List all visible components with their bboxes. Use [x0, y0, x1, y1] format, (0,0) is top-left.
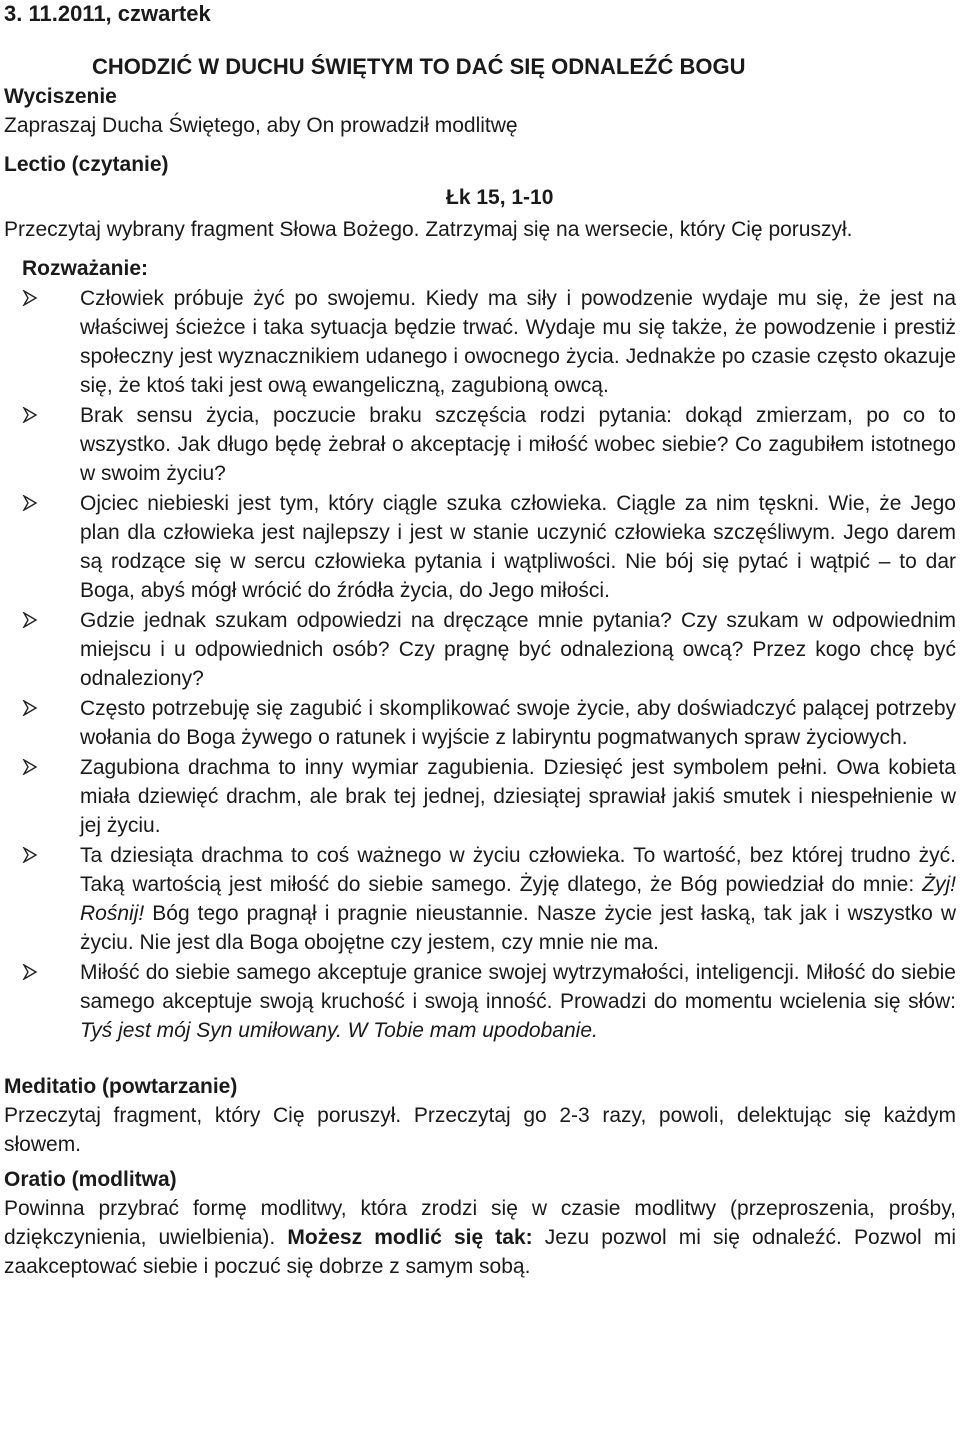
list-item — [4, 753, 956, 840]
list-item — [4, 489, 956, 605]
oratio-heading: Oratio (modlitwa) — [4, 1168, 177, 1191]
wyciszenie-heading: Wyciszenie — [4, 85, 117, 108]
date-header: 3. 11.2011, czwartek — [4, 1, 211, 26]
list-item — [4, 606, 956, 693]
list-item-text: Zagubiona drachma to inny wymiar zagubienia. Dziesięć jest symbolem pełni. Owa kobieta miała dziewięć drachm, ale brak tej jednej, dziesiątej sprawiał jakiś smutek i niespełnienie w jej życiu. — [80, 756, 956, 837]
list-item — [4, 694, 956, 752]
arrowhead-bullet-icon — [22, 759, 38, 775]
list-item-text: Człowiek próbuje żyć po swojemu. Kiedy ma siły i powodzenie wydaje mu się, że jest na właściwej ścieżce i taka sytuacja będzie trwać. Wydaje mu się także, że powodzenie i prestiż społeczny jest wyznacznikiem udanego i owocnego życia. Jednakże po czasie często okazuje się, że ktoś taki jest ową ewangeliczną, zagubioną owcą. — [80, 287, 956, 397]
wyciszenie-text: Zapraszaj Ducha Świętego, aby On prowadził modlitwę — [4, 114, 518, 137]
list-item-text: Ojciec niebieski jest tym, który ciągle szuka człowieka. Ciągle za nim tęskni. Wie, że Jego plan dla człowieka jest najlepszy i jest w stanie uczynić człowieka szczęśliwym. Jego darem są rodzące się w sercu człowieka pytania i wątpliwości. Nie bój się pytać i wątpić – to dar Boga, abyś mógł wrócić do źródła życia, do Jego miłości. — [80, 492, 956, 602]
meditatio-heading: Meditatio (powtarzanie) — [4, 1075, 238, 1098]
list-item — [4, 284, 956, 400]
meditatio-text: Przeczytaj fragment, który Cię poruszył. Przeczytaj go 2-3 razy, powoli, delektując się każdym słowem. — [4, 1104, 956, 1156]
reflection-list — [4, 284, 956, 1045]
list-item-text: Ta dziesiąta drachma to coś ważnego w życiu człowieka. To wartość, bez której trudno żyć. Taką wartością jest miłość do siebie samego. Żyję dlatego, że Bóg powiedział do mnie: — [80, 844, 956, 896]
arrowhead-bullet-icon — [22, 847, 38, 863]
lectio-text: Przeczytaj wybrany fragment Słowa Bożego. Zatrzymaj się na wersecie, który Cię poruszył. — [4, 218, 853, 241]
list-item-text: Często potrzebuję się zagubić i skomplikować swoje życie, aby doświadczyć palącej potrzeby wołania do Boga żywego o ratunek i wyjście z labiryntu pogmatwanych spraw życiowych. — [80, 697, 956, 749]
list-item-text: Bóg tego pragnął i pragnie nieustannie. Nasze życie jest łaską, tak jak i wszystko w życiu. Nie jest dla Boga obojętne czy jestem, czy mnie nie ma. — [80, 902, 956, 954]
oratio-text-part: Powinna przybrać formę modlitwy, która zrodzi się w czasie modlitwy (przeproszenia, prośby, dziękczynienia, uwielbienia). — [4, 1197, 956, 1249]
oratio-emphasis: Możesz modlić się tak: — [287, 1226, 533, 1249]
arrowhead-bullet-icon — [22, 290, 38, 306]
list-item-quote: Żyj! Rośnij! — [80, 873, 956, 925]
lectio-heading: Lectio (czytanie) — [4, 153, 169, 176]
list-item — [4, 841, 956, 957]
oratio-text — [4, 1194, 956, 1281]
list-item — [4, 958, 956, 1045]
list-item-text: Miłość do siebie samego akceptuje granice swojej wytrzymałości, inteligencji. Miłość do siebie samego akceptuje swoją kruchość i swoją inność. Prowadzi do momentu wcielenia się słów: — [80, 961, 956, 1013]
list-item-quote: Tyś jest mój Syn umiłowany. W Tobie mam upodobanie. — [80, 1019, 598, 1042]
arrowhead-bullet-icon — [22, 612, 38, 628]
rozwazanie-heading: Rozważanie: — [22, 257, 149, 280]
list-item-text: Gdzie jednak szukam odpowiedzi na dręczące mnie pytania? Czy szukam w odpowiednim miejscu i u odpowiednich osób? Czy pragnę być odnalezioną owcą? Przez kogo chcę być odnaleziony? — [80, 609, 956, 690]
arrowhead-bullet-icon — [22, 700, 38, 716]
arrowhead-bullet-icon — [22, 495, 38, 511]
list-item — [4, 401, 956, 488]
arrowhead-bullet-icon — [22, 964, 38, 980]
list-item-text: Brak sensu życia, poczucie braku szczęścia rodzi pytania: dokąd zmierzam, po co to wszystko. Jak długo będę żebrał o akceptację i miłość wobec siebie? Co zagubiłem istotnego w swoim życiu? — [80, 404, 956, 485]
document-page — [4, 0, 956, 1281]
page-title: CHODZIĆ W DUCHU ŚWIĘTYM TO DAĆ SIĘ ODNALEŹĆ BOGU — [92, 54, 746, 79]
scripture-reference: Łk 15, 1-10 — [446, 186, 554, 209]
oratio-text-part: Jezu pozwol mi się odnaleźć. Pozwol mi zaakceptować siebie i poczuć się dobrze z samym sobą. — [4, 1226, 956, 1278]
arrowhead-bullet-icon — [22, 407, 38, 423]
